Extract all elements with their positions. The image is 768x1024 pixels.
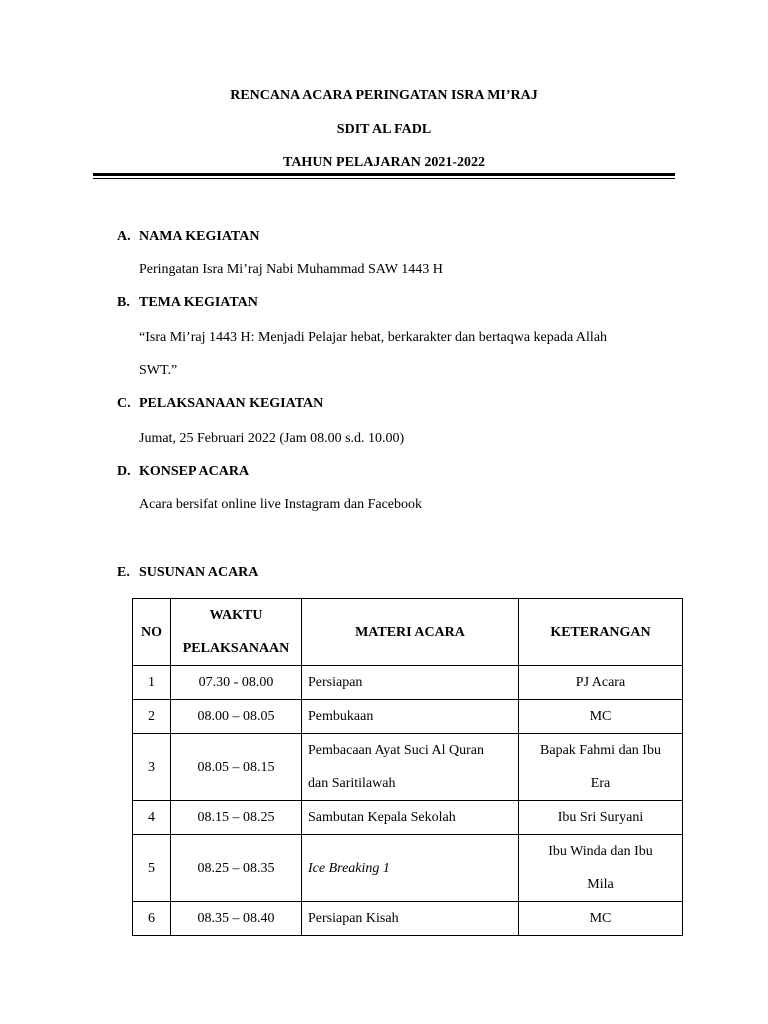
cell-waktu: 08.00 – 08.05 bbox=[171, 700, 302, 734]
cell-no: 2 bbox=[133, 700, 171, 734]
cell-no: 3 bbox=[133, 734, 171, 801]
cell-waktu: 08.05 – 08.15 bbox=[171, 734, 302, 801]
cell-keterangan-line1: Bapak Fahmi dan Ibu bbox=[540, 743, 661, 758]
cell-no: 4 bbox=[133, 801, 171, 835]
section-d-text: Acara bersifat online live Instagram dan Facebook bbox=[139, 497, 423, 512]
section-b-text-line1: “Isra Mi’raj 1443 H: Menjadi Pelajar hebat, berkarakter dan bertaqwa kepada Allah bbox=[139, 330, 608, 345]
cell-keterangan-line2: Mila bbox=[587, 877, 614, 892]
table-row bbox=[133, 666, 683, 700]
table-row bbox=[133, 700, 683, 734]
cell-materi: Persiapan Kisah bbox=[302, 902, 519, 936]
table-row bbox=[133, 801, 683, 835]
cell-keterangan: Ibu Sri Suryani bbox=[519, 801, 683, 835]
section-b-text-line2: SWT.” bbox=[139, 363, 178, 378]
cell-waktu: 08.25 – 08.35 bbox=[171, 835, 302, 902]
cell-materi-line1: Pembacaan Ayat Suci Al Quran bbox=[308, 743, 485, 758]
cell-materi: Pembukaan bbox=[302, 700, 519, 734]
header-waktu-line1: WAKTU bbox=[209, 608, 263, 623]
table-row bbox=[133, 734, 683, 801]
cell-materi: Persiapan bbox=[302, 666, 519, 700]
table-header-row bbox=[133, 599, 683, 666]
section-a-letter: A. bbox=[117, 229, 131, 244]
section-e-title: SUSUNAN ACARA bbox=[139, 565, 259, 580]
table-row bbox=[133, 835, 683, 902]
section-d-title: KONSEP ACARA bbox=[139, 464, 250, 479]
academic-year: TAHUN PELAJARAN 2021-2022 bbox=[283, 155, 485, 170]
cell-waktu: 07.30 - 08.00 bbox=[171, 666, 302, 700]
cell-keterangan bbox=[519, 835, 683, 902]
cell-materi-line2: dan Saritilawah bbox=[308, 776, 396, 791]
section-b-title: TEMA KEGIATAN bbox=[139, 295, 258, 310]
section-b-letter: B. bbox=[117, 295, 130, 310]
cell-keterangan-line2: Era bbox=[590, 776, 611, 791]
school-name: SDIT AL FADL bbox=[336, 122, 432, 137]
header-materi: MATERI ACARA bbox=[302, 599, 519, 666]
section-e-letter: E. bbox=[117, 565, 130, 580]
doc-title: RENCANA ACARA PERINGATAN ISRA MI’RAJ bbox=[230, 88, 538, 103]
cell-keterangan: MC bbox=[519, 700, 683, 734]
cell-waktu: 08.35 – 08.40 bbox=[171, 902, 302, 936]
cell-keterangan: PJ Acara bbox=[519, 666, 683, 700]
cell-no: 6 bbox=[133, 902, 171, 936]
cell-keterangan: MC bbox=[519, 902, 683, 936]
section-c-text: Jumat, 25 Februari 2022 (Jam 08.00 s.d. 10.00) bbox=[139, 431, 405, 446]
cell-keterangan-line1: Ibu Winda dan Ibu bbox=[548, 844, 653, 859]
cell-materi bbox=[302, 734, 519, 801]
header-keterangan: KETERANGAN bbox=[519, 599, 683, 666]
section-d-letter: D. bbox=[117, 464, 131, 479]
section-c-title: PELAKSANAAN KEGIATAN bbox=[139, 396, 324, 411]
cell-no: 1 bbox=[133, 666, 171, 700]
schedule-table bbox=[132, 598, 683, 936]
header-rule-thin bbox=[93, 178, 675, 179]
cell-no: 5 bbox=[133, 835, 171, 902]
section-a-text: Peringatan Isra Mi’raj Nabi Muhammad SAW 1443 H bbox=[139, 262, 443, 277]
header-waktu-line2: PELAKSANAAN bbox=[182, 641, 290, 656]
cell-materi: Ice Breaking 1 bbox=[302, 835, 519, 902]
section-c-letter: C. bbox=[117, 396, 131, 411]
cell-keterangan bbox=[519, 734, 683, 801]
cell-waktu: 08.15 – 08.25 bbox=[171, 801, 302, 835]
header-waktu bbox=[171, 599, 302, 666]
cell-materi: Sambutan Kepala Sekolah bbox=[302, 801, 519, 835]
section-a-title: NAMA KEGIATAN bbox=[139, 229, 260, 244]
header-rule-thick bbox=[93, 173, 675, 176]
header-no: NO bbox=[133, 599, 171, 666]
table-row bbox=[133, 902, 683, 936]
